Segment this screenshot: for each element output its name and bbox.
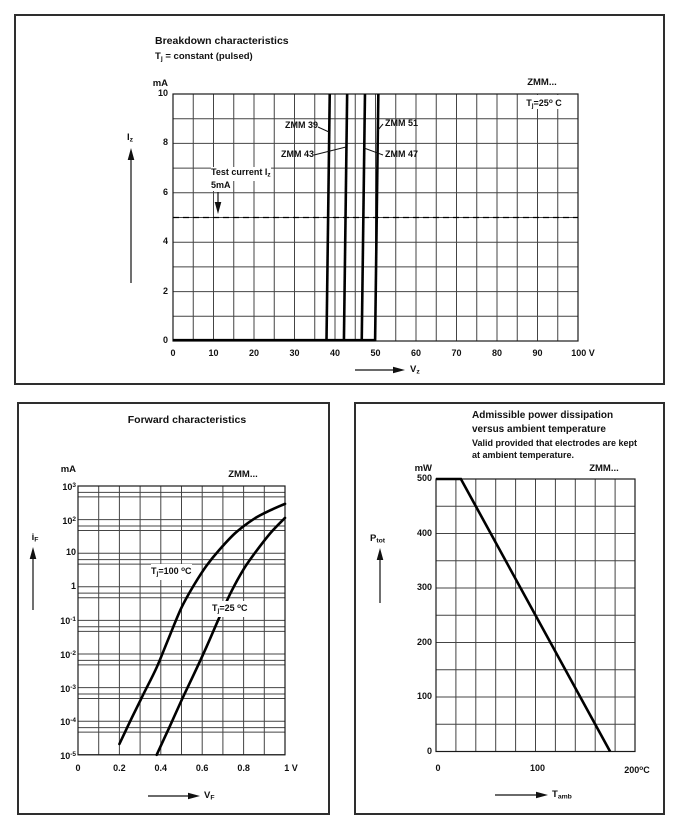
corner-label: ZMM... [228, 469, 258, 480]
power-note-line2: at ambient temperature. [472, 450, 575, 460]
x-tick-label: 10 [208, 348, 219, 358]
y-tick-label: 10 [157, 88, 168, 98]
condition-label: $Tj=25^o$ C [526, 97, 562, 110]
y-tick-label: 500 [416, 473, 432, 483]
y-tick-label: 10 [65, 547, 76, 558]
y-unit-label: mA [60, 464, 76, 475]
breakdown-title: Breakdown characteristics [155, 35, 289, 47]
x-tick-label: 100 [529, 763, 546, 773]
y-tick-label: 0 [426, 745, 432, 756]
y-unit-label: mA [152, 78, 168, 89]
power-title-line2: versus ambient temperature [472, 424, 606, 435]
power-note-line1: Valid provided that electrodes are kept [472, 438, 638, 448]
forward-labels [17, 402, 326, 811]
forward-title: Forward characteristics [127, 414, 247, 426]
y-tick-label: 2 [162, 285, 168, 296]
test-current-note: Test current Iz [211, 167, 271, 179]
x-tick-label: 1 V [284, 763, 298, 773]
series-label: ZMM 47 [385, 149, 419, 159]
y-tick-label: 8 [162, 137, 168, 148]
x-tick-label: 60 [410, 348, 421, 358]
x-tick-label: 0 [435, 763, 441, 773]
y-tick-label: 100 [416, 691, 432, 701]
corner-label: ZMM... [589, 463, 619, 474]
x-tick-label: 80 [491, 348, 502, 358]
series-label: Tj=100 $^o$C [151, 565, 192, 578]
axis-name-label: Iz [126, 132, 134, 144]
y-tick-label: $10^{-1}$ [60, 616, 76, 627]
power-panel [354, 402, 665, 815]
power-title-line1: Admissible power dissipation [472, 410, 614, 421]
x-tick-label: 0.2 [113, 763, 126, 773]
x-tick-label: 100 V [571, 348, 595, 358]
x-tick-label: 200$^o$C [624, 764, 650, 775]
x-tick-label: 50 [370, 348, 381, 358]
y-tick-label: 1 [70, 580, 76, 591]
y-tick-label: $10^{-3}$ [60, 683, 76, 694]
series-label: Tj=25 $^o$C [212, 602, 248, 615]
y-tick-label: $10^{-4}$ [60, 717, 76, 728]
y-tick-label: 300 [416, 582, 432, 592]
x-tick-label: 70 [451, 348, 462, 358]
breakdown-subtitle: Tj = constant (pulsed) [155, 51, 253, 63]
x-tick-label: 40 [329, 348, 340, 358]
x-tick-label: 0.6 [195, 763, 209, 773]
x-tick-label: 0 [75, 763, 81, 773]
breakdown-panel [14, 14, 665, 385]
corner-label: ZMM... [527, 77, 557, 88]
y-tick-label: 400 [416, 527, 432, 538]
power-labels [354, 402, 661, 811]
y-tick-label: 4 [162, 236, 168, 247]
y-tick-label: 6 [162, 186, 168, 197]
breakdown-labels [14, 14, 661, 381]
axis-name-label: Ptot [370, 533, 386, 545]
series-label: ZMM 43 [280, 149, 314, 159]
y-unit-label: mW [414, 463, 432, 474]
x-tick-label: 0.8 [237, 763, 250, 773]
x-tick-label: 30 [289, 348, 300, 358]
x-tick-label: 20 [248, 348, 259, 358]
axis-name-label: VF [204, 790, 215, 802]
series-label: ZMM 51 [385, 118, 419, 128]
axis-name-label: Vz [410, 364, 420, 376]
x-tick-label: 0 [170, 348, 176, 358]
series-label: ZMM 39 [284, 120, 318, 130]
x-tick-label: 90 [532, 348, 543, 358]
y-tick-label: $10^2$ [62, 515, 76, 526]
axis-name-label: iF [31, 532, 39, 544]
x-tick-label: 0.4 [154, 763, 168, 773]
y-tick-label: 200 [416, 636, 432, 647]
axis-name-label: Tamb [552, 789, 572, 801]
y-tick-label: 0 [162, 335, 168, 345]
test-current-note: 5mA [211, 180, 231, 190]
y-tick-label: $10^3$ [62, 481, 76, 492]
y-tick-label: $10^{-2}$ [60, 649, 76, 660]
forward-panel [17, 402, 330, 815]
y-tick-label: $10^{-5}$ [60, 750, 76, 761]
